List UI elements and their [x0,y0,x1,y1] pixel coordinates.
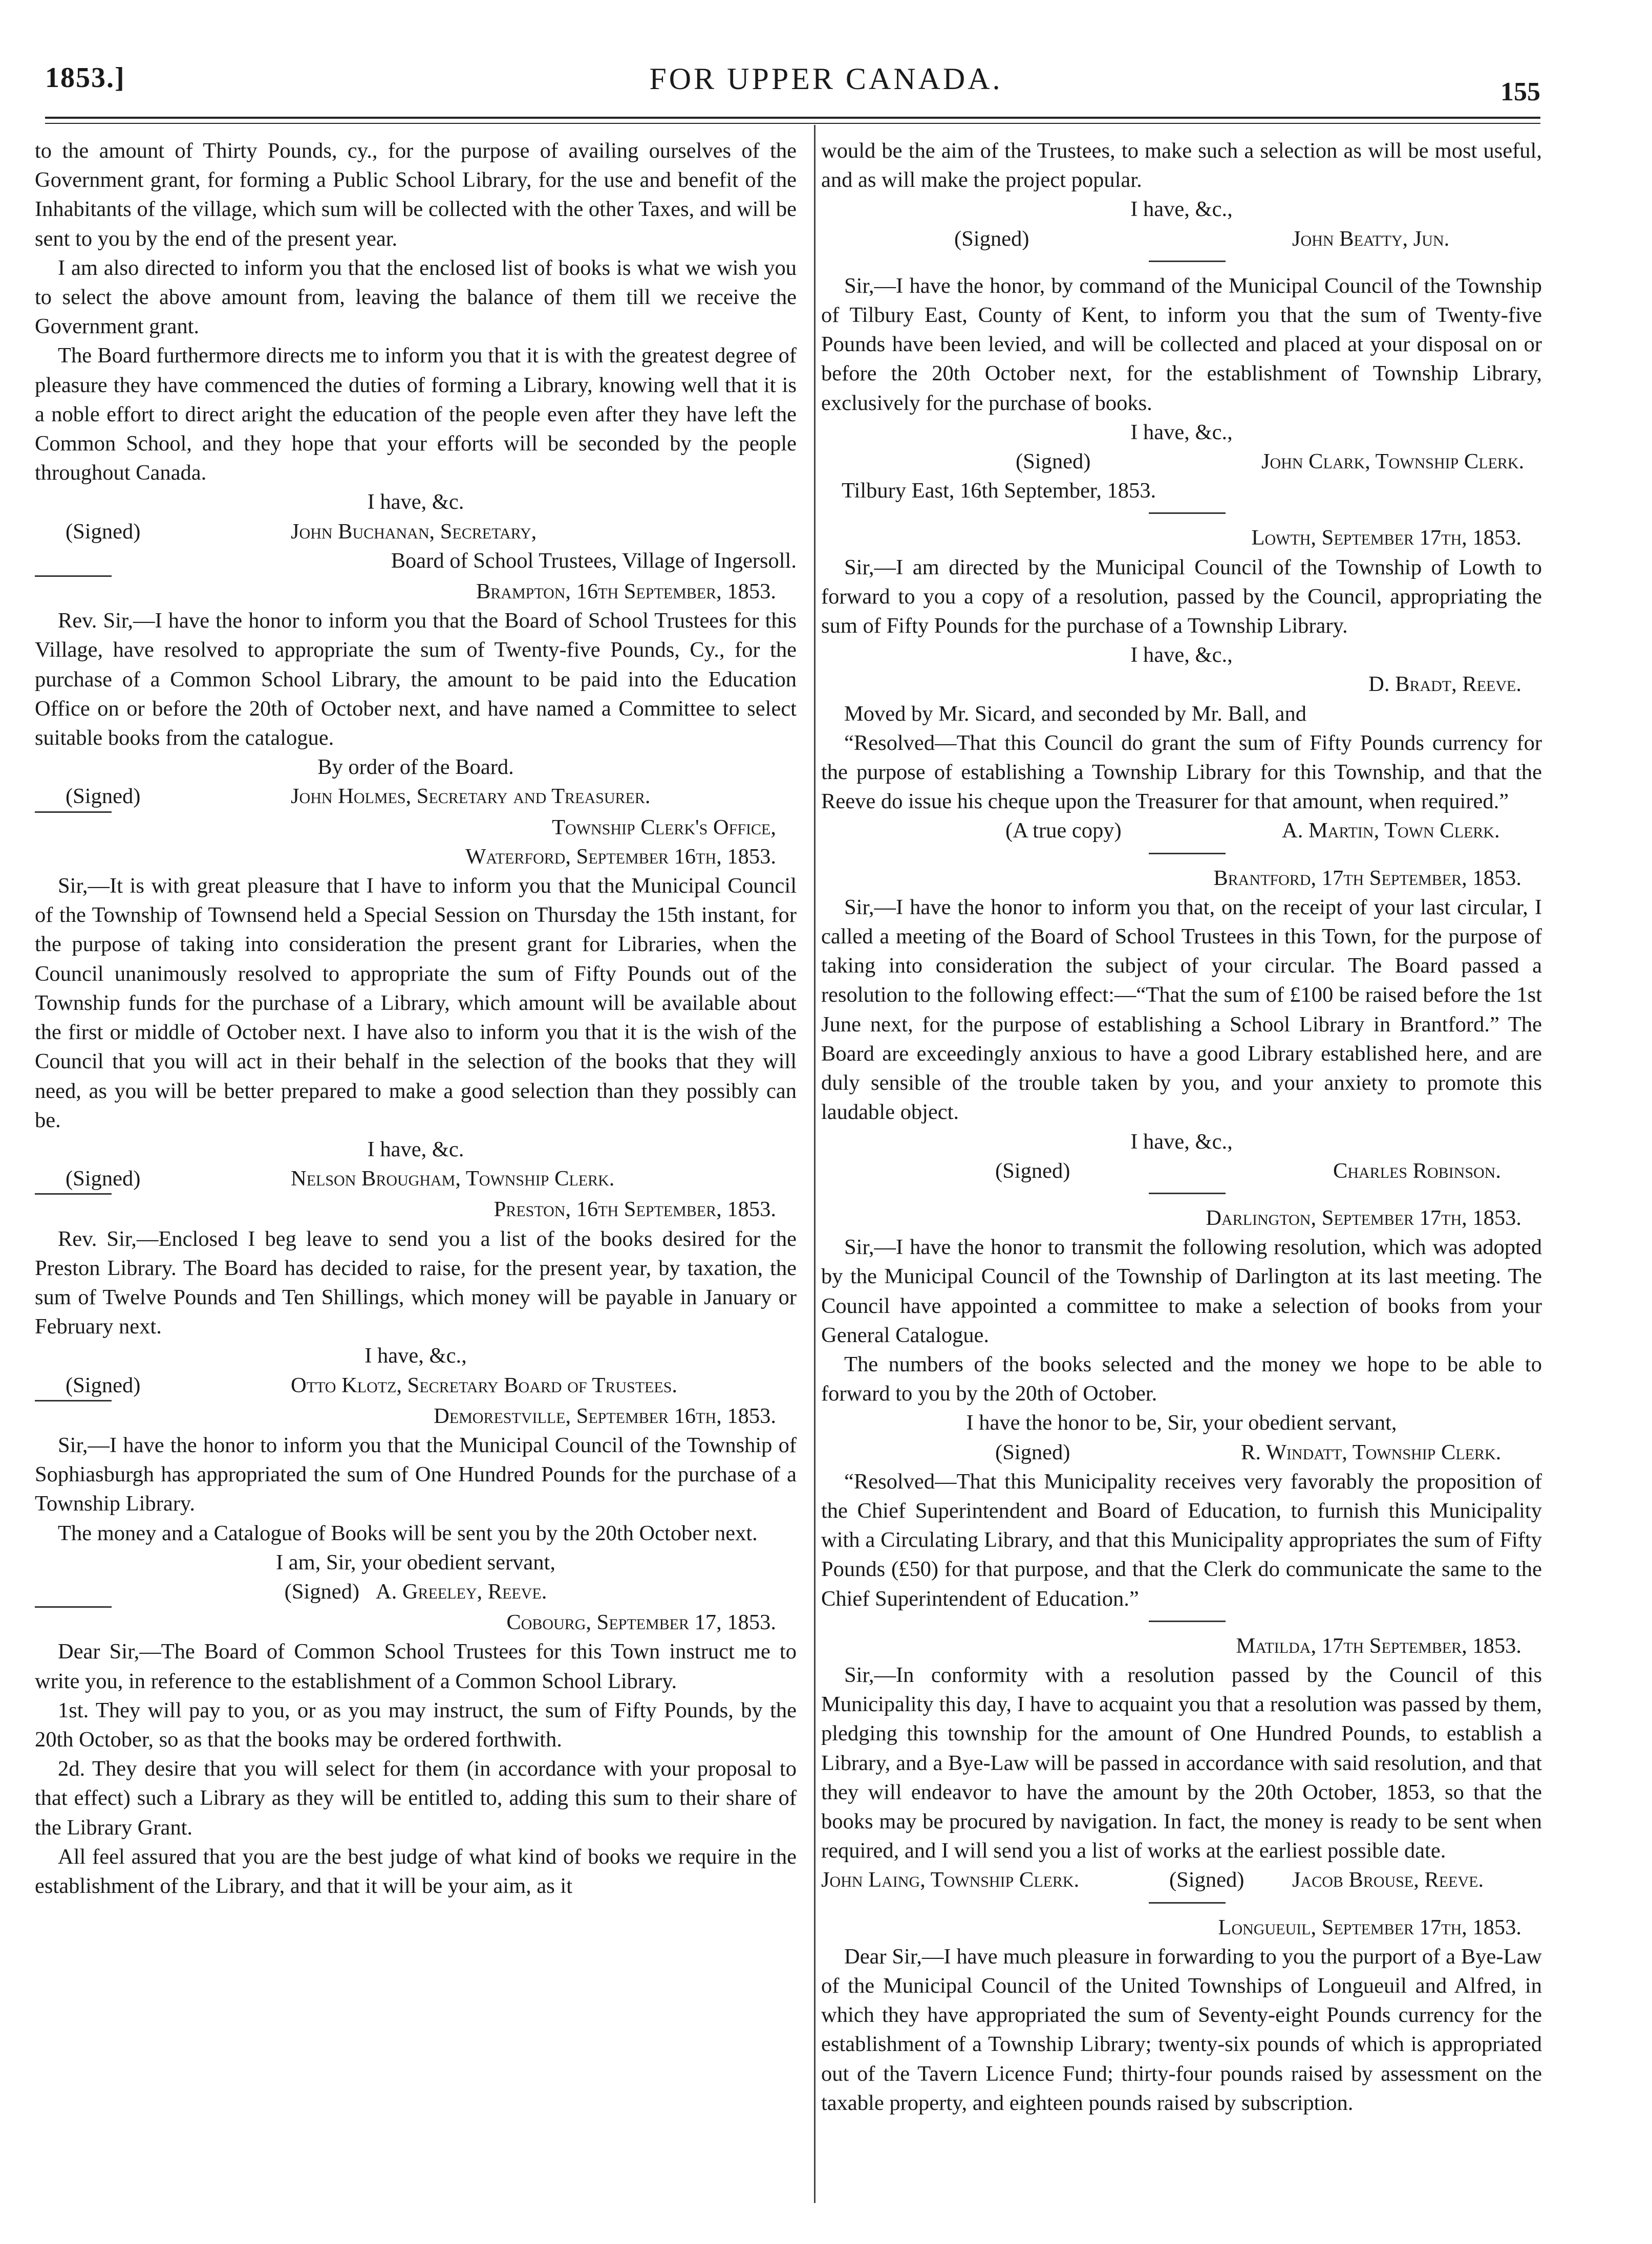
signer-name: John Clark, Township Clerk. [1261,449,1525,474]
letter-closing: I have, &c. [367,1137,464,1161]
signer-name: John Beatty, Jun. [1292,226,1450,251]
letter-dateline: Longueuil, September 17th, 1853. [1218,1915,1521,1939]
section-rule [1149,1193,1226,1194]
ingersoll-letter-body: to the amount of Thirty Pounds, cy., for the purpose of availing ourselves of the Government grant, for forming a Public School Library, for the use and benefit of the Inhabitants of the village, which sum will be collected with the other Taxes, and will be sent to you by the end of the present year. [35,139,797,251]
letter-office-line: Township Clerk's Office, [552,815,776,839]
lowth-resolution: “Resolved—That this Council do grant the sum of Fifty Pounds currency for the purpose of establishing a Township Library for this Township, and that the Reeve do issue his cheque upon the Treasurer for that amount, when required.” [821,730,1542,814]
signer-name: A. Martin, Town Clerk. [1282,818,1500,843]
cobourg-letter-continued: would be the aim of the Trustees, to make such a selection as will be most useful, and as will make the project popular. [821,139,1542,192]
cobourg-letter-paragraph: All feel assured that you are the best judge of what kind of books we require in the establishment of the Library, and that it will be your aim, as it [35,1844,797,1898]
signed-label: (Signed) [284,1579,359,1604]
ingersoll-letter-paragraph: I am also directed to inform you that the enclosed list of books is what we wish you to select the above amount from, leaving the balance of them till we receive the Government grant. [35,255,797,339]
letter-dateline: Cobourg, September 17, 1853. [506,1610,776,1635]
letter-dateline: Matilda, 17th September, 1853. [1236,1633,1521,1658]
signed-label: (Signed) [66,784,141,809]
ingersoll-letter-paragraph: The Board furthermore directs me to inform you that it is with the greatest degree of pleasure they have commenced the duties of forming a Library, knowing well that it is a noble effort to direct aright the education of the people even after they have left the Common School, and they hope that your efforts will be seconded by the people throughout Canada. [35,343,797,485]
signed-label: (Signed) [995,1440,1070,1464]
letter-signature [35,1371,797,1400]
letter-signature [821,1865,1542,1894]
letter-signature [821,1438,1542,1467]
darlington-resolution: “Resolved—That this Municipality receives very favorably the proposition of the Chief Superintendent and Board of Education, to furnish this Municipality with a Circulating Library, and that this Municipality appropriates the sum of Fifty Pounds (£50) for that purpose, and that the Clerk do communicate the same to the Chief Superintendent of Education.” [821,1469,1542,1611]
letter-dateline: Waterford, September 16th, 1853. [465,844,776,869]
section-rule [1149,512,1226,514]
letter-closing: I have, &c., [1130,420,1233,444]
letter-dateline: Lowth, September 17th, 1853. [1251,526,1521,550]
signed-label: (Signed) [995,1158,1070,1183]
signer-name: Charles Robinson. [1333,1158,1501,1183]
left-column [35,136,797,1901]
right-column [821,136,1542,2118]
darlington-letter-paragraph: The numbers of the books selected and the money we hope to be able to forward to you by the 20th of October. [821,1352,1542,1406]
signer-name: Jacob Brouse, Reeve. [1292,1868,1484,1892]
waterford-letter-body: Sir,—It is with great pleasure that I have to inform you that the Municipal Council of the Township of Townsend held a Special Session on Thursday the 15th instant, for the purpose of taking into consideration the present grant for Libraries, when the Council unanimously resolved to appropriate the sum of Fifty Pounds out of the Township funds for the purchase of a Library, which amount will be available about the first or middle of October next. I have also to inform you that it is the wish of the Council that you will act in their behalf in the selection of the books that they will need, as you will be better prepared to make a good selection than they possibly can be. [35,874,797,1132]
letter-dateline: Brampton, 16th September, 1853. [476,579,776,604]
letter-signature [35,782,797,811]
letter-closing: By order of the Board. [317,755,514,780]
signer-name: R. Windatt, Township Clerk. [1241,1440,1501,1464]
longueuil-letter-body: Dear Sir,—I have much pleasure in forwarding to you the purport of a Bye-Law of the Municipal Council of the United Townships of Longueuil and Alfred, in which they have appropriated the sum of Seventy-eight Pounds currency for the establishment of a Township Library; twenty-six pounds of which is appropriated out of the Tavern Licence Fund; thirty-four pounds raised by assessment on the taxable property, and eighteen pounds raised by subscription. [821,1944,1542,2115]
letter-closing: I have the honor to be, Sir, your obedient servant, [966,1411,1397,1435]
section-rule [1149,261,1226,262]
letter-signature [35,1164,797,1193]
running-head-title: FOR UPPER CANADA. [649,62,1003,96]
letter-closing: I have, &c., [1130,1129,1233,1154]
true-copy-label: (A true copy) [1005,818,1122,843]
column-divider [814,125,816,2203]
cobourg-letter-body: Dear Sir,—The Board of Common School Trustees for this Town instruct me to write you, in reference to the establishment of a Common School Library. [35,1639,797,1693]
brampton-letter-body: Rev. Sir,—I have the honor to inform you that the Board of School Trustees for this Village, have resolved to appropriate the sum of Twenty-five Pounds, Cy., for the purchase of a Common School Library, the amount to be paid into the Education Office on or before the 20th of October next, and have named a Committee to select suitable books from the catalogue. [35,609,797,750]
cobourg-letter-paragraph: 1st. They will pay to you, or as you may instruct, the sum of Fifty Pounds, by the 20th October, so as that the books may be ordered forthwith. [35,1698,797,1752]
cobourg-letter-paragraph: 2d. They desire that you will select for them (in accordance with your proposal to that effect) such a Library as they will be entitled to, adding this sum to their share of the Library Grant. [35,1757,797,1840]
preston-letter-body: Rev. Sir,—Enclosed I beg leave to send you a list of the books desired for the Preston Library. The Board has decided to raise, for the present year, by taxation, the sum of Twelve Pounds and Ten Shillings, which money will be payable in January or February next. [35,1226,797,1339]
header-rule-thin [45,123,1540,124]
letter-closing: I have, &c., [1130,643,1233,667]
signed-label: (Signed) [66,1373,141,1397]
signer-name: Nelson Brougham, Township Clerk. [291,1167,615,1191]
signer-title: Board of School Trustees, Village of Ingersoll. [391,548,797,573]
letter-signature [35,517,797,546]
brantford-letter-body: Sir,—I have the honor to inform you that, on the receipt of your last circular, I called a meeting of the Board of School Trustees in this Town, for the purpose of taking into consideration the subject of your circular. The Board passed a resolution to the following effect:—“That the sum of £100 be raised before the 1st June next, for the purpose of establishing a School Library in Brantford.” The Board are exceedingly anxious to have a good Library established here, and are duly sensible of the trouble taken by you, and your anxiety to promote this laudable object. [821,895,1542,1125]
letter-dateline: Darlington, September 17th, 1853. [1206,1205,1521,1230]
signer-name: D. Bradt, Reeve. [1368,672,1521,697]
letter-signature [821,816,1542,845]
letter-closing: I have, &c. [367,490,464,514]
signer-name: Otto Klotz, Secretary Board of Trustees. [291,1373,678,1397]
signer-name: A. Greeley, Reeve. [375,1579,547,1604]
section-rule [1149,1902,1226,1904]
signed-label: (Signed) [1016,449,1091,474]
signer-name: John Buchanan, Secretary, [291,519,537,544]
letter-dateline: Brantford, 17th September, 1853. [1213,866,1521,890]
section-rule [1149,1621,1226,1622]
demorestville-letter-paragraph: The money and a Catalogue of Books will be sent you by the 20th October next. [58,1521,758,1545]
signed-label: (Signed) [954,226,1029,251]
signed-label: (Signed) [1169,1868,1245,1892]
letter-closing: I am, Sir, your obedient servant, [276,1550,555,1574]
letter-dateline: Demorestville, September 16th, 1853. [434,1404,776,1428]
page-number: 155 [1500,77,1540,106]
page-header [0,0,1652,128]
signed-label: (Signed) [66,1167,141,1191]
letter-signature [35,1577,797,1606]
demorestville-letter-body: Sir,—I have the honor to inform you that the Municipal Council of the Township of Sophiasburgh has appropriated the sum of One Hundred Pounds for the purchase of a Township Library. [35,1433,797,1516]
letter-signature [821,447,1542,476]
letter-date: Tilbury East, 16th September, 1853. [842,479,1156,503]
clerk-name: John Laing, Township Clerk. [821,1868,1080,1892]
lowth-letter-body: Sir,—I am directed by the Municipal Council of the Township of Lowth to forward to you a copy of a resolution, passed by the Council, appropriating the sum of Fifty Pounds for the purchase of a Township Library. [821,555,1542,638]
letter-signature [821,224,1542,253]
letter-closing: I have, &c., [364,1344,467,1368]
section-rule [1149,853,1226,854]
darlington-letter-body: Sir,—I have the honor to transmit the following resolution, which was adopted by the Municipal Council of the Township of Darlington at its last meeting. The Council have appointed a committee to make a selection of books from your General Catalogue. [821,1235,1542,1347]
tilbury-letter-body: Sir,—I have the honor, by command of the Municipal Council of the Township of Tilbury East, County of Kent, to inform you that the sum of Twenty-five Pounds have been levied, and will be collected and placed at your disposal on or before the 20th October next, for the establishment of Township Library, exclusively for the purchase of books. [821,273,1542,415]
signer-name: John Holmes, Secretary and Treasurer. [291,784,651,809]
lowth-motion: Moved by Mr. Sicard, and seconded by Mr. Ball, and [844,701,1306,726]
signed-label: (Signed) [66,519,141,544]
header-rule [45,117,1540,119]
running-head-year: 1853.] [45,62,125,94]
letter-closing: I have, &c., [1130,197,1233,222]
matilda-letter-body: Sir,—In conformity with a resolution passed by the Council of this Municipality this day, I have to acquaint you that a resolution was passed by them, pledging this township for the amount of One Hundred Pounds, to establish a Library, and a Bye-Law will be passed in accordance with said resolution, and that they will endeavor to have the amount by the 20th October, 1853, so that the books may be procured by navigation. In fact, the money is ready to be sent when required, and I will send you a list of works at the earliest possible date. [821,1663,1542,1863]
letter-signature [821,1156,1542,1185]
letter-dateline: Preston, 16th September, 1853. [494,1197,776,1222]
